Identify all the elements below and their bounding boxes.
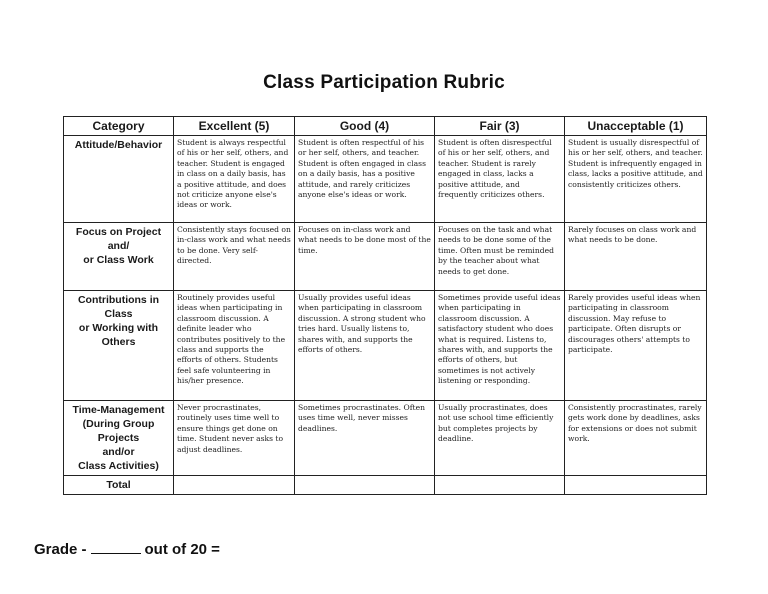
category-contributions: Contributions in Class or Working with Others — [64, 291, 174, 401]
cell-fair: Usually procrastinates, does not use school time efficiently but completes projects by deadline. — [435, 401, 565, 476]
total-label: Total — [64, 476, 174, 495]
cell-excellent: Consistently stays focused on in-class work and what needs to be done. Very self-directed. — [174, 223, 295, 291]
header-category: Category — [64, 117, 174, 136]
table-row — [64, 401, 707, 476]
category-attitude-behavior: Attitude/Behavior — [64, 136, 174, 223]
table-row — [64, 291, 707, 401]
total-cell-fair[interactable] — [435, 476, 565, 495]
table-row — [64, 223, 707, 291]
header-unacceptable: Unacceptable (1) — [565, 117, 707, 136]
cell-fair: Student is often disrespectful of his or her self, others, and teacher. Student is rarely engaged in class, lacks a positive attitude, and frequently criticizes others. — [435, 136, 565, 223]
category-time-management: Time-Management (During Group Projects and/or Class Activities) — [64, 401, 174, 476]
total-cell-excellent[interactable] — [174, 476, 295, 495]
table-row — [64, 136, 707, 223]
cell-unacceptable: Rarely provides useful ideas when participating in classroom discussion. May refuse to participate. Often disrupts or discourages others' attempts to participate. — [565, 291, 707, 401]
cell-unacceptable: Consistently procrastinates, rarely gets work done by deadlines, asks for extensions or does not submit work. — [565, 401, 707, 476]
cell-excellent: Routinely provides useful ideas when participating in classroom discussion. A definite leader who contributes positively to the class and supports the efforts of others. Students feel safe volunteering in his/her presence. — [174, 291, 295, 401]
grade-blank[interactable] — [91, 539, 141, 554]
rubric-table — [63, 116, 707, 495]
cell-fair: Focuses on the task and what needs to be done some of the time. Often must be reminded by the teacher about what needs to get done. — [435, 223, 565, 291]
header-row — [64, 117, 707, 136]
cell-excellent: Never procrastinates, routinely uses time well to ensure things get done on time. Student never asks to adjust deadlines. — [174, 401, 295, 476]
cell-fair: Sometimes provide useful ideas when participating in classroom discussion. A satisfactory student who does what is required. Listens to, shares with, and supports the efforts of others, but sometimes is not actively listening or responding. — [435, 291, 565, 401]
page-title: Class Participation Rubric — [263, 72, 505, 93]
grade-suffix: out of 20 = — [144, 541, 220, 558]
grade-line — [34, 539, 220, 558]
cell-good: Student is often respectful of his or her self, others, and teacher. Student is often engaged in class on a daily basis, has a positive attitude, and rarely criticizes anyone else's ideas or work. — [295, 136, 435, 223]
header-excellent: Excellent (5) — [174, 117, 295, 136]
cell-good: Focuses on in-class work and what needs to be done most of the time. — [295, 223, 435, 291]
header-good: Good (4) — [295, 117, 435, 136]
cell-unacceptable: Rarely focuses on class work and what needs to be done. — [565, 223, 707, 291]
total-cell-unacceptable[interactable] — [565, 476, 707, 495]
header-fair: Fair (3) — [435, 117, 565, 136]
total-cell-good[interactable] — [295, 476, 435, 495]
total-row — [64, 476, 707, 495]
cell-unacceptable: Student is usually disrespectful of his or her self, others, and teacher. Student is infrequently engaged in class, lacks a positive attitude, and consistently criticizes others. — [565, 136, 707, 223]
cell-good: Usually provides useful ideas when participating in classroom discussion. A strong student who tries hard. Usually listens to, shares with, and supports the efforts of others. — [295, 291, 435, 401]
category-focus: Focus on Project and/ or Class Work — [64, 223, 174, 291]
cell-excellent: Student is always respectful of his or her self, others, and teacher. Student is engaged in class on a daily basis, has a positive attitude, and does not criticize anyone else's ideas or work. — [174, 136, 295, 223]
cell-good: Sometimes procrastinates. Often uses time well, never misses deadlines. — [295, 401, 435, 476]
grade-prefix: Grade - — [34, 541, 87, 558]
